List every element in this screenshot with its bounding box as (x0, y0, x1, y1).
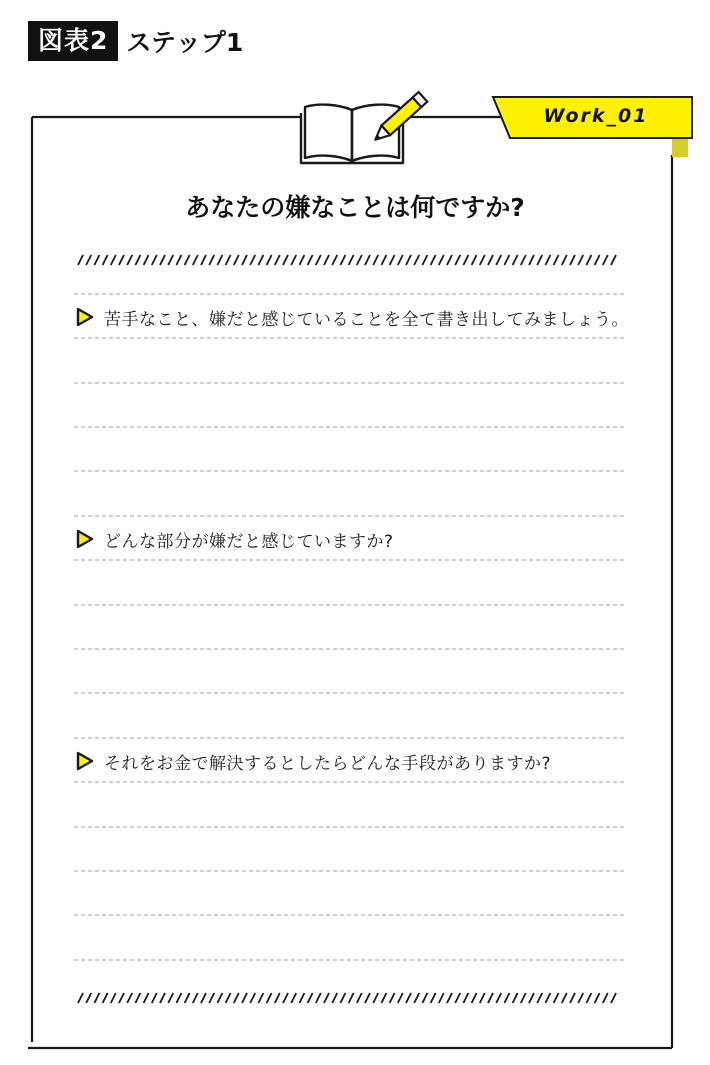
hatch-stroke (168, 993, 173, 1003)
hatch-stroke (463, 255, 468, 265)
hatch-stroke (422, 255, 427, 265)
hatch-stroke (234, 255, 239, 265)
hatch-stroke (357, 255, 362, 265)
hatch-stroke (258, 993, 263, 1003)
hatch-stroke (513, 255, 518, 265)
hatch-stroke (152, 255, 157, 265)
hatch-divider-top (78, 255, 616, 265)
hatch-stroke (570, 993, 575, 1003)
step-label: ステップ1 (126, 28, 244, 57)
hatch-stroke (562, 993, 567, 1003)
hatch-stroke (398, 993, 403, 1003)
hatch-stroke (447, 255, 452, 265)
hatch-stroke (472, 993, 477, 1003)
hatch-stroke (234, 993, 239, 1003)
hatch-stroke (209, 255, 214, 265)
hatch-stroke (226, 993, 231, 1003)
hatch-stroke (103, 255, 108, 265)
hatch-stroke (578, 255, 583, 265)
hatch-stroke (209, 993, 214, 1003)
hatch-stroke (267, 993, 272, 1003)
hatch-stroke (488, 255, 493, 265)
hatch-stroke (521, 255, 526, 265)
hatch-stroke (299, 993, 304, 1003)
hatch-stroke (431, 255, 436, 265)
writing-lines (74, 294, 626, 960)
question-item-1 (76, 302, 629, 332)
hatch-stroke (86, 255, 91, 265)
hatch-stroke (496, 255, 501, 265)
hatch-stroke (316, 255, 321, 265)
hatch-stroke (529, 993, 534, 1003)
question-item-3 (76, 746, 551, 776)
hatch-stroke (513, 993, 518, 1003)
hatch-stroke (611, 255, 616, 265)
triangle-play-icon (76, 307, 94, 327)
hatch-stroke (529, 255, 534, 265)
hatch-stroke (127, 255, 132, 265)
hatch-stroke (78, 255, 83, 265)
hatch-stroke (324, 993, 329, 1003)
figure-tag: 図表2 (28, 21, 118, 61)
hatch-stroke (595, 993, 600, 1003)
hatch-stroke (201, 993, 206, 1003)
hatch-stroke (504, 255, 509, 265)
hatch-stroke (480, 255, 485, 265)
triangle-play-icon (76, 529, 94, 549)
hatch-stroke (537, 993, 542, 1003)
hatch-stroke (406, 993, 411, 1003)
hatch-stroke (242, 993, 247, 1003)
hatch-stroke (422, 993, 427, 1003)
hatch-stroke (611, 993, 616, 1003)
hatch-stroke (86, 993, 91, 1003)
hatch-stroke (365, 255, 370, 265)
hatch-stroke (504, 993, 509, 1003)
hatch-stroke (349, 993, 354, 1003)
hatch-stroke (308, 993, 313, 1003)
question-text: それをお金で解決するとしたらどんな手段がありますか? (104, 753, 552, 774)
question-item-2 (76, 524, 394, 554)
hatch-stroke (480, 993, 485, 1003)
hatch-stroke (332, 255, 337, 265)
hatch-stroke (545, 993, 550, 1003)
hatch-stroke (554, 255, 559, 265)
hatch-stroke (340, 255, 345, 265)
hatch-stroke (406, 255, 411, 265)
hatch-stroke (373, 993, 378, 1003)
hatch-stroke (103, 993, 108, 1003)
hatch-stroke (193, 993, 198, 1003)
hatch-stroke (349, 255, 354, 265)
hatch-stroke (472, 255, 477, 265)
hatch-stroke (217, 993, 222, 1003)
hatch-stroke (291, 993, 296, 1003)
hatch-stroke (463, 993, 468, 1003)
hatch-stroke (521, 993, 526, 1003)
hatch-stroke (324, 255, 329, 265)
hatch-stroke (586, 255, 591, 265)
hatch-stroke (283, 993, 288, 1003)
hatch-stroke (603, 993, 608, 1003)
question-text: どんな部分が嫌だと感じていますか? (104, 531, 394, 552)
hatch-stroke (455, 993, 460, 1003)
hatch-stroke (586, 993, 591, 1003)
work-label: Work_01 (543, 105, 649, 127)
hatch-stroke (488, 993, 493, 1003)
question-text: 苦手なこと、嫌だと感じていることを全て書き出してみましょう。 (104, 309, 629, 330)
hatch-stroke (390, 993, 395, 1003)
hatch-stroke (390, 255, 395, 265)
hatch-stroke (275, 255, 280, 265)
hatch-stroke (365, 993, 370, 1003)
hatch-stroke (250, 993, 255, 1003)
hatch-stroke (291, 255, 296, 265)
hatch-stroke (545, 255, 550, 265)
hatch-stroke (570, 255, 575, 265)
hatch-stroke (193, 255, 198, 265)
hatch-stroke (340, 993, 345, 1003)
hatch-stroke (283, 255, 288, 265)
hatch-stroke (603, 255, 608, 265)
hatch-stroke (176, 993, 181, 1003)
hatch-stroke (267, 255, 272, 265)
hatch-stroke (439, 993, 444, 1003)
hatch-stroke (357, 993, 362, 1003)
hatch-stroke (144, 255, 149, 265)
hatch-stroke (258, 255, 263, 265)
hatch-stroke (168, 255, 173, 265)
hatch-stroke (250, 255, 255, 265)
hatch-stroke (94, 993, 99, 1003)
hatch-stroke (152, 993, 157, 1003)
hatch-stroke (185, 993, 190, 1003)
hatch-stroke (217, 255, 222, 265)
page-title: あなたの嫌なことは何ですか? (185, 193, 525, 222)
hatch-stroke (316, 993, 321, 1003)
hatch-stroke (381, 255, 386, 265)
hatch-stroke (111, 255, 116, 265)
frame-border (28, 117, 672, 1048)
hatch-stroke (299, 255, 304, 265)
hatch-stroke (332, 993, 337, 1003)
hatch-stroke (176, 255, 181, 265)
hatch-stroke (554, 993, 559, 1003)
hatch-stroke (135, 255, 140, 265)
hatch-stroke (119, 255, 124, 265)
hatch-stroke (455, 255, 460, 265)
hatch-stroke (160, 255, 165, 265)
hatch-stroke (537, 255, 542, 265)
hatch-stroke (578, 993, 583, 1003)
hatch-stroke (127, 993, 132, 1003)
hatch-stroke (398, 255, 403, 265)
hatch-stroke (414, 993, 419, 1003)
hatch-stroke (201, 255, 206, 265)
hatch-stroke (144, 993, 149, 1003)
hatch-stroke (160, 993, 165, 1003)
hatch-stroke (381, 993, 386, 1003)
hatch-stroke (78, 993, 83, 1003)
hatch-stroke (111, 993, 116, 1003)
hatch-stroke (242, 255, 247, 265)
hatch-divider-bottom (78, 993, 616, 1003)
hatch-stroke (562, 255, 567, 265)
hatch-stroke (135, 993, 140, 1003)
hatch-stroke (496, 993, 501, 1003)
hatch-stroke (595, 255, 600, 265)
hatch-stroke (308, 255, 313, 265)
hatch-stroke (119, 993, 124, 1003)
hatch-stroke (226, 255, 231, 265)
hatch-stroke (373, 255, 378, 265)
hatch-stroke (414, 255, 419, 265)
hatch-stroke (447, 993, 452, 1003)
hatch-stroke (94, 255, 99, 265)
hatch-stroke (185, 255, 190, 265)
hatch-stroke (431, 993, 436, 1003)
hatch-stroke (275, 993, 280, 1003)
triangle-play-icon (76, 751, 94, 771)
hatch-stroke (439, 255, 444, 265)
